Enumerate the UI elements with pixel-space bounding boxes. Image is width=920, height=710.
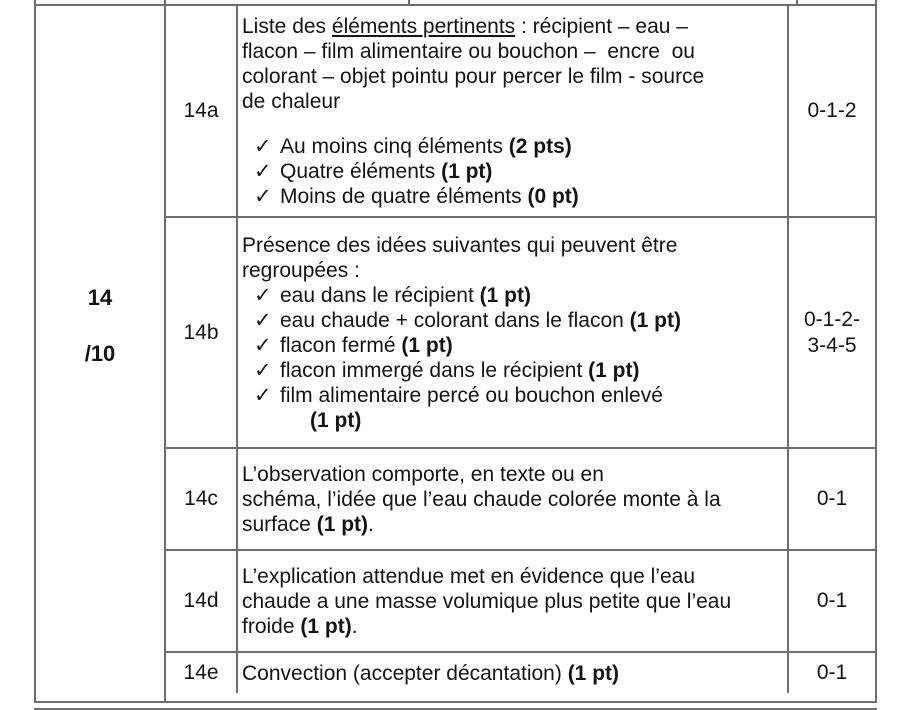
text-segment: (1 pt) bbox=[300, 614, 352, 638]
checklist-item bbox=[242, 358, 785, 383]
rubric-row-14b bbox=[166, 216, 875, 447]
text-line bbox=[242, 39, 785, 64]
checklist-text bbox=[280, 308, 681, 333]
row-label-14a: 14a bbox=[166, 6, 238, 216]
checklist-text bbox=[280, 333, 453, 358]
row-label-14e: 14e bbox=[166, 653, 238, 693]
text-line bbox=[242, 462, 785, 487]
text-segment: (1 pt) bbox=[316, 512, 369, 536]
text-line bbox=[242, 512, 785, 537]
spacer bbox=[242, 114, 785, 134]
text-line bbox=[242, 233, 785, 258]
text-segment: (1 pt) bbox=[588, 358, 640, 382]
row-label-14c: 14c bbox=[166, 449, 238, 549]
row-description-14d bbox=[238, 551, 789, 651]
checklist-item bbox=[242, 159, 785, 184]
text-line bbox=[242, 14, 785, 39]
text-segment: Présence des idées suivantes qui peuvent être bbox=[242, 233, 678, 257]
text-segment: Moins de quatre éléments bbox=[280, 184, 528, 208]
text-segment: (2 pts) bbox=[508, 134, 572, 158]
grading-table bbox=[34, 4, 877, 703]
checkmark-icon: ✓ bbox=[254, 283, 272, 307]
checkmark-icon: ✓ bbox=[254, 383, 272, 407]
text-segment: eau chaude + colorant dans le flacon bbox=[280, 308, 630, 332]
text-segment: (1 pt) bbox=[479, 283, 531, 307]
text-segment: : récipient – eau – bbox=[515, 14, 688, 38]
checklist-item bbox=[242, 308, 785, 333]
text-line bbox=[242, 89, 785, 114]
text-line bbox=[242, 661, 785, 686]
text-segment: schéma, l’idée que l’eau chaude colorée monte à la bbox=[242, 487, 721, 511]
score-value: 0-1 bbox=[816, 589, 848, 612]
checkmark-icon: ✓ bbox=[254, 333, 272, 357]
row-score-14e bbox=[789, 653, 875, 693]
text-segment: . bbox=[368, 512, 374, 536]
checkmark-icon: ✓ bbox=[254, 184, 272, 208]
text-segment: Au moins cinq éléments bbox=[280, 134, 509, 158]
score-value: 3-4-5 bbox=[807, 333, 857, 357]
question-total-points: /10 bbox=[84, 341, 116, 366]
row-score-14a bbox=[789, 6, 875, 216]
checklist-item bbox=[242, 184, 785, 209]
text-segment: (1 pt) bbox=[401, 333, 453, 357]
rubric-row-14a bbox=[166, 6, 875, 216]
checklist-text bbox=[280, 134, 572, 159]
text-line bbox=[242, 487, 785, 512]
text-segment: (1 pt) bbox=[310, 408, 362, 432]
checkmark-icon: ✓ bbox=[254, 159, 272, 183]
text-line bbox=[242, 564, 785, 589]
text-segment: flacon fermé bbox=[280, 333, 402, 357]
question-number: 14 bbox=[87, 285, 113, 310]
text-segment: (1 pt) bbox=[441, 159, 493, 183]
text-segment: Convection (accepter décantation) bbox=[242, 661, 568, 685]
text-segment: L’explication attendue met en évidence que l’eau bbox=[242, 564, 695, 588]
rubric-row-14e bbox=[166, 651, 875, 693]
text-line bbox=[242, 258, 785, 283]
checklist-text bbox=[280, 383, 663, 408]
checklist-text bbox=[280, 283, 531, 308]
row-label-14d: 14d bbox=[166, 551, 238, 651]
score-value: 0-1 bbox=[816, 487, 848, 510]
checklist-text bbox=[280, 159, 492, 184]
text-segment: Liste des bbox=[242, 14, 332, 38]
text-segment: flacon – film alimentaire ou bouchon – encre ou bbox=[242, 39, 695, 63]
checklist-text bbox=[280, 358, 639, 383]
text-segment: de chaleur bbox=[242, 89, 341, 113]
row-description-14e bbox=[238, 653, 789, 693]
checklist-item bbox=[242, 383, 785, 408]
text-segment: eau dans le récipient bbox=[280, 283, 480, 307]
checklist-text-continuation bbox=[242, 408, 785, 433]
checkmark-icon: ✓ bbox=[254, 358, 272, 382]
rubric-row-14d bbox=[166, 549, 875, 651]
row-description-14c bbox=[238, 449, 789, 549]
text-segment: . bbox=[351, 614, 358, 638]
text-segment: (0 pt) bbox=[527, 184, 579, 208]
score-value: 0-1-2 bbox=[807, 99, 857, 122]
score-value: 0-1 bbox=[816, 661, 848, 684]
checklist-item bbox=[242, 333, 785, 358]
text-segment: film alimentaire percé ou bouchon enlevé bbox=[280, 383, 663, 407]
text-segment: éléments pertinents bbox=[331, 14, 516, 38]
text-line bbox=[242, 64, 785, 89]
text-segment: colorant – objet pointu pour percer le film - source bbox=[242, 64, 705, 88]
question-summary-cell bbox=[36, 6, 166, 701]
score-value: 0-1-2- bbox=[803, 307, 861, 331]
checkmark-icon: ✓ bbox=[254, 308, 272, 332]
row-description-14a bbox=[238, 6, 789, 216]
text-segment: (1 pt) bbox=[629, 308, 681, 332]
row-score-14d bbox=[789, 551, 875, 651]
text-segment: (1 pt) bbox=[567, 661, 620, 685]
text-segment: Quatre éléments bbox=[280, 159, 442, 183]
text-segment: froide bbox=[242, 614, 301, 638]
text-segment: chaude a une masse volumique plus petite que l’eau bbox=[242, 589, 732, 613]
text-line bbox=[242, 589, 785, 614]
checklist-text bbox=[280, 184, 579, 209]
row-score-14c bbox=[789, 449, 875, 549]
checklist-item bbox=[242, 283, 785, 308]
row-description-14b bbox=[238, 218, 789, 447]
text-segment: surface bbox=[242, 512, 317, 536]
checklist-item bbox=[242, 134, 785, 159]
rubric-row-14c bbox=[166, 447, 875, 549]
row-score-14b bbox=[789, 218, 875, 447]
text-segment: L’observation comporte, en texte ou en bbox=[242, 462, 604, 486]
text-segment: regroupées : bbox=[242, 258, 360, 282]
text-segment: flacon immergé dans le récipient bbox=[280, 358, 589, 382]
rubric-rows bbox=[166, 6, 875, 701]
checkmark-icon: ✓ bbox=[254, 134, 272, 158]
text-line bbox=[242, 614, 785, 639]
row-label-14b: 14b bbox=[166, 218, 238, 447]
